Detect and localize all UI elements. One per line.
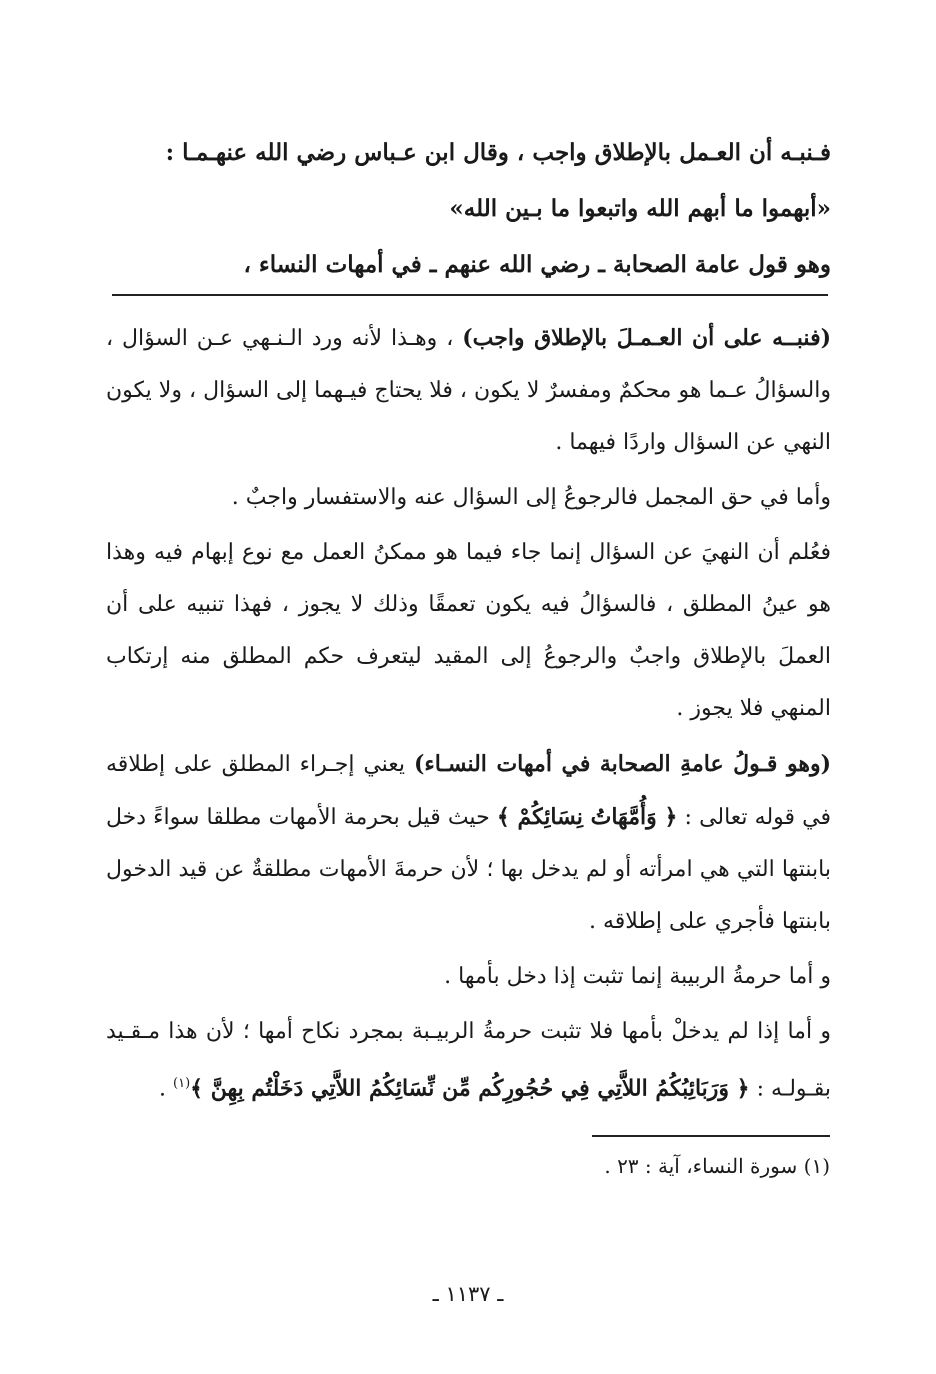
matn-line: فـنبـه أن العـمل بالإطلاق واجب ، وقال ابن عـباس رضي الله عنهـمـا : — [165, 139, 831, 166]
paragraph-text: يعني إجـراء المطلق على إطلاقه في قوله تعالى : — [106, 752, 832, 830]
quran-verse: ﴿ وَأُمَّهَاتُ نِسَائِكُمْ ﴾ — [496, 804, 678, 830]
matn-line: وهو قول عامة الصحابة ـ رضي الله عنهم ـ في أمهات النساء ، — [243, 251, 831, 278]
sharh-text — [106, 312, 831, 1115]
quoted-matn: (وهو قـولُ عامةِ الصحابة في أمهات النسـاء) — [413, 751, 831, 777]
paragraph-end: . — [159, 1076, 166, 1102]
quran-verse: ﴿ وَرَبَائِبُكُمُ اللاَّتِي فِي حُجُورِكُم مِّن نِّسَائِكُمُ اللاَّتِي دَخَلْتُم بِهِنَّ ﴾ — [190, 1075, 750, 1102]
paragraph: وأما في حق المجمل فالرجوعُ إلى السؤال عنه والاستفسار واجبٌ . — [231, 485, 831, 510]
matn-text — [106, 125, 831, 293]
paragraph — [106, 738, 831, 948]
paragraph: فعُلم أن النهيَ عن السؤال إنما جاء فيما هو ممكنُ العمل مع نوع إبهام فيه وهذا هو عينُ المطلق ، فالسؤالُ فيه يكون تعمقًا وذلك لا يجوز ، فهذا تنبيه على أن العملَ بالإطلاق واجبٌ والرجوعُ إلى المقيد ليتعرف حكم المطلق منه إرتكاب المنهي فلا يجوز . — [106, 540, 831, 721]
paragraph: و أما حرمةُ الربيبة إنما تثبت إذا دخل بأمها . — [444, 964, 831, 989]
footnote: (١) سورة النساء، آية : ٢٣ . — [604, 1154, 830, 1178]
footnote-separator-rule — [592, 1135, 830, 1137]
footnote-marker: (١) — [173, 1076, 191, 1091]
page-number: ـ ١١٣٧ ـ — [432, 1282, 504, 1306]
matn-line: «أبهموا ما أبهم الله واتبعوا ما بـين الله» — [449, 195, 831, 222]
paragraph — [106, 312, 831, 469]
paragraph — [106, 1006, 831, 1115]
paragraph-text: ، وهـذا لأنه ورد الـنـهي عـن السؤال ، والسؤالُ عـما هو محكمٌ ومفسرٌ لا يكون ، فلا يحتاج فيـهما إلى السؤال ، ولا يكون النهي عن السؤال واردًا فيهما . — [106, 326, 831, 455]
paragraph-text: و أما إذا لم يدخلْ بأمها فلا تثبت حرمةُ الربيـبة بمجرد نكاح أمها ؛ لأن هذا مـقـيد بقـولـه : — [106, 1019, 831, 1102]
paragraph-text: حيث قيل بحرمة الأمهات مطلقا سواءً دخل بابنتها التي هي امرأته أو لم يدخل بها ؛ لأن حرمةَ الأمهات مطلقةٌ عن قيد الدخول بابنتها فأجري على إطلاقه . — [106, 805, 831, 934]
quoted-matn: (فنبــه على أن العـمـلَ بالإطلاق واجب) — [462, 325, 832, 351]
matn-separator-rule — [112, 294, 828, 296]
